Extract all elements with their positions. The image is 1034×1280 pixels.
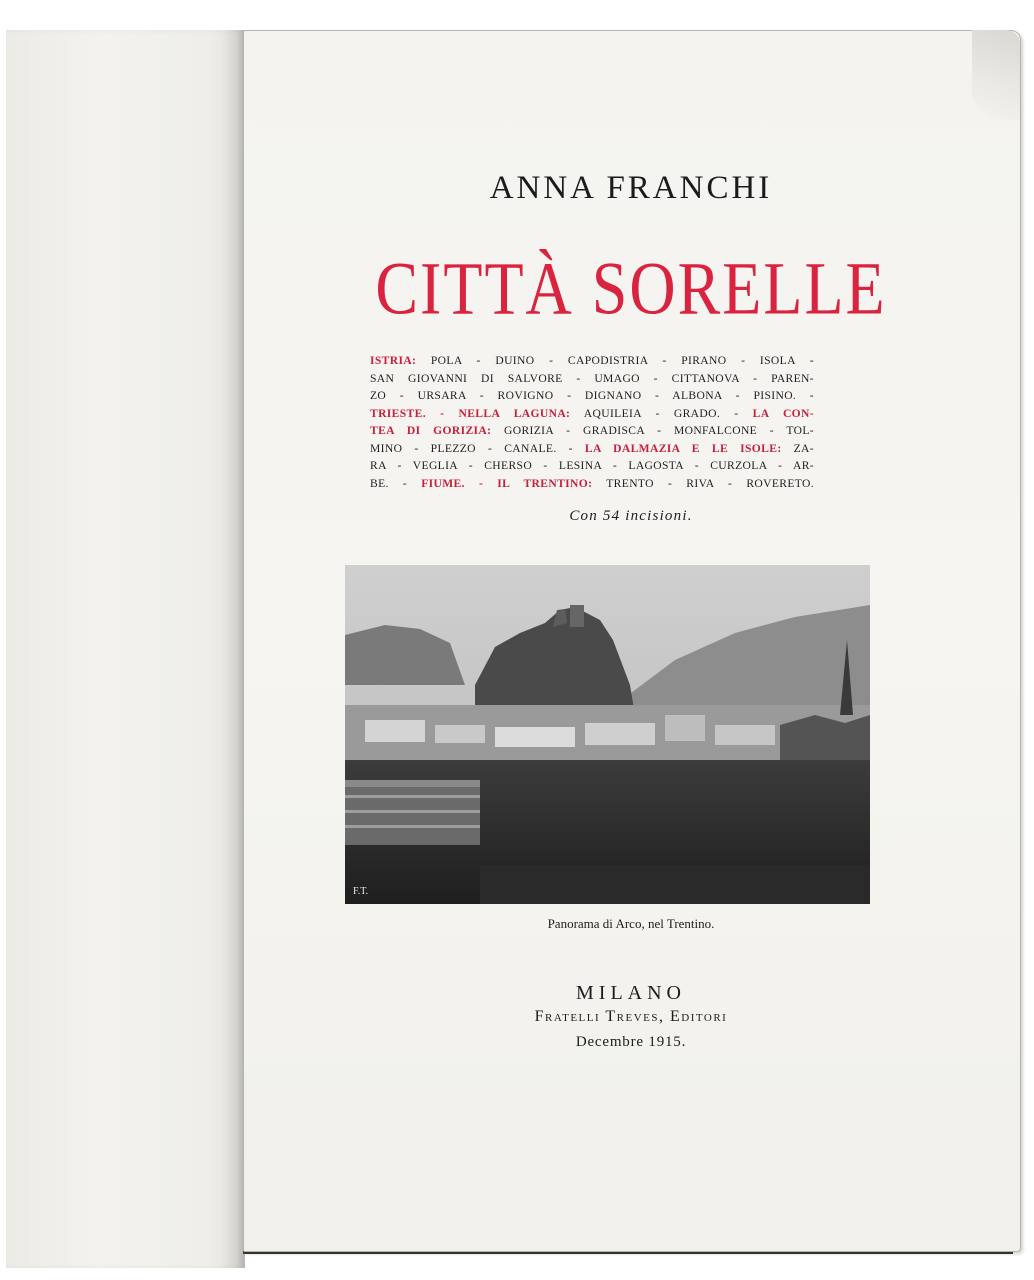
contents-place-names: ZA- [781,441,814,455]
contents-place-names: TRENTO - RIVA - ROVERETO. [592,476,814,490]
contents-place-names: SAN GIOVANNI DI SALVORE - UMAGO - CITTANOVA - PAREN- [370,371,814,385]
contents-place-names: GORIZIA - GRADISCA - MONFALCONE - TOL- [491,424,815,437]
contents-line [370,370,814,388]
contents-line [370,440,814,458]
contents-region-heading: LA DALMAZIA E LE ISOLE: [584,441,782,455]
arco-panorama-image [345,565,870,904]
cover-flap [6,30,245,1268]
contents-line [370,457,814,475]
contents-line [370,422,814,440]
contents-line [370,387,814,405]
contents-place-names: POLA - DUINO - CAPODISTRIA - PIRANO - ISOLA - [416,354,814,367]
contents-place-names: RA - VEGLIA - CHERSO - LESINA - LAGOSTA - CURZOLA - AR- [370,459,814,472]
contents-region-heading: FIUME. - IL TRENTINO: [421,476,593,490]
contents-place-names: AQUILEIA - GRADO. - [570,406,753,420]
contents-region-heading: ISTRIA: [370,354,417,367]
book-title: CITTÀ SORELLE [375,246,887,330]
contents-line [370,475,814,493]
frontispiece-photo [345,565,870,904]
contents-place-names: ZO - URSARA - ROVIGNO - DIGNANO - ALBONA - PISINO. - [370,389,814,402]
contents-line [370,352,814,370]
contents-place-names: BE. - [370,476,422,490]
author-name: ANNA FRANCHI [489,170,773,206]
cover-fold-shadow [222,30,244,1268]
contents-line [370,405,814,423]
contents-region-heading: LA CON- [752,406,814,420]
contents-region-heading: TEA DI GORIZIA: [370,424,492,437]
photo-caption: Panorama di Arco, nel Trentino. [547,916,715,931]
contents-region-heading: TRIESTE. - NELLA LAGUNA: [370,406,571,420]
page-corner-wear [972,30,1020,120]
publication-date: Decembre 1915. [575,1034,687,1050]
engravings-note: Con 54 incisioni. [569,508,693,524]
publisher-name: Fratelli Treves, Editori [534,1008,728,1025]
photo-signature: F.T. [353,886,369,897]
contents-place-names: MINO - PLEZZO - CANALE. - [370,441,585,455]
contents-list [370,352,814,492]
publication-city: MILANO [576,982,686,1004]
